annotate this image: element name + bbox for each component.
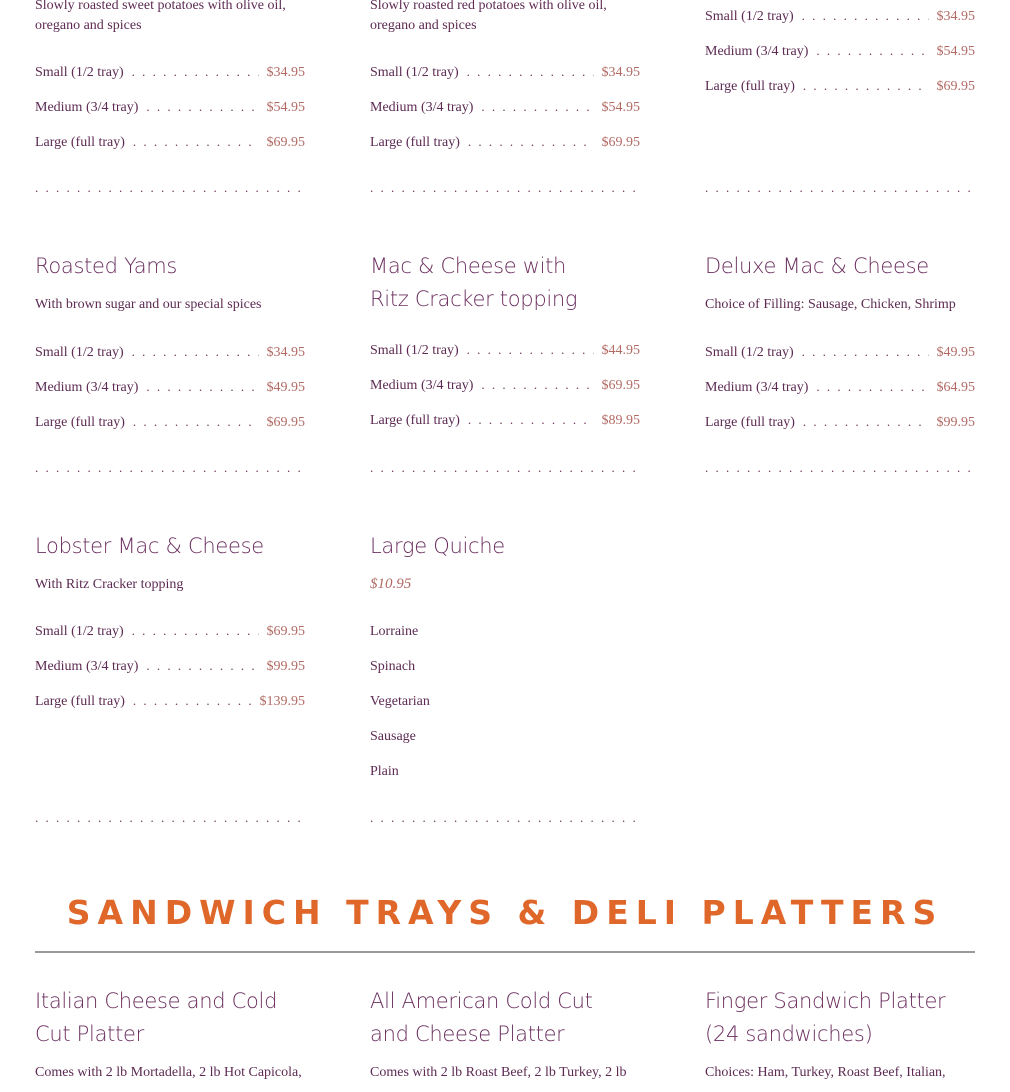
price-row-small <box>705 344 975 364</box>
size-label: Medium (3/4 tray) <box>370 378 474 393</box>
quiche-option: Sausage <box>370 729 416 744</box>
item-description: Choices: Ham, Turkey, Roast Beef, Italian, <box>705 1065 946 1080</box>
price-value: $69.95 <box>936 79 975 94</box>
price-value: $49.95 <box>266 380 305 395</box>
price-value: $54.95 <box>266 100 305 115</box>
dot-leader <box>146 99 258 115</box>
price-value: $49.95 <box>936 345 975 360</box>
dot-leader <box>481 377 593 393</box>
dot-leader <box>146 379 258 395</box>
quiche-option: Plain <box>370 764 399 779</box>
price-value: $34.95 <box>936 9 975 24</box>
dot-leader <box>802 344 929 360</box>
size-label: Medium (3/4 tray) <box>35 100 139 115</box>
size-label: Medium (3/4 tray) <box>705 44 809 59</box>
dot-leader <box>467 342 594 358</box>
dot-leader <box>132 344 259 360</box>
price-row-small <box>35 344 305 364</box>
dotted-separator <box>705 180 975 192</box>
price-value: $54.95 <box>936 44 975 59</box>
dot-leader <box>803 414 929 430</box>
item-title: Roasted Yams <box>35 254 178 278</box>
dot-leader <box>816 43 928 59</box>
dot-leader <box>146 658 258 674</box>
dotted-separator <box>370 810 640 822</box>
price-row-large <box>370 412 640 432</box>
dot-leader <box>803 78 929 94</box>
quiche-option: Spinach <box>370 659 416 674</box>
size-label: Large (full tray) <box>35 694 125 709</box>
price-row-large <box>705 414 975 434</box>
price-value: $64.95 <box>936 380 975 395</box>
dot-leader <box>133 134 259 150</box>
size-label: Medium (3/4 tray) <box>370 100 474 115</box>
price-value: $89.95 <box>601 413 640 428</box>
price-value: $69.95 <box>266 135 305 150</box>
dot-leader <box>133 693 252 709</box>
price-row-small <box>370 342 640 362</box>
price-row-large <box>35 134 305 154</box>
price-row-large <box>705 78 975 98</box>
item-description: Comes with 2 lb Roast Beef, 2 lb Turkey, 2 lb <box>370 1065 627 1080</box>
price-row-small <box>35 623 305 643</box>
item-description: With Ritz Cracker topping <box>35 577 184 592</box>
price-row-medium <box>370 99 640 119</box>
price-value: $44.95 <box>601 343 640 358</box>
price-row-small <box>35 64 305 84</box>
item-price: $10.95 <box>370 576 412 592</box>
price-row-medium <box>35 658 305 678</box>
quiche-option: Lorraine <box>370 624 419 639</box>
size-label: Medium (3/4 tray) <box>35 380 139 395</box>
item-description: Slowly roasted red potatoes with olive oil, oregano and spices <box>370 0 607 33</box>
dot-leader <box>481 99 593 115</box>
price-row-medium <box>705 43 975 63</box>
size-label: Small (1/2 tray) <box>370 343 459 358</box>
price-value: $34.95 <box>601 65 640 80</box>
size-label: Large (full tray) <box>35 135 125 150</box>
size-label: Large (full tray) <box>370 135 460 150</box>
item-title: All American Cold Cut and Cheese Platter <box>370 989 593 1046</box>
item-title: Lobster Mac & Cheese <box>35 534 264 558</box>
size-label: Small (1/2 tray) <box>35 624 124 639</box>
item-title: Italian Cheese and Cold Cut Platter <box>35 989 278 1046</box>
item-title: Finger Sandwich Platter (24 sandwiches) <box>705 989 946 1046</box>
size-label: Small (1/2 tray) <box>35 345 124 360</box>
dot-leader <box>802 8 929 24</box>
price-row-large <box>370 134 640 154</box>
dotted-separator <box>35 180 305 192</box>
size-label: Large (full tray) <box>35 415 125 430</box>
size-label: Medium (3/4 tray) <box>705 380 809 395</box>
item-description: Slowly roasted sweet potatoes with olive oil, oregano and spices <box>35 0 286 33</box>
price-value: $69.95 <box>266 415 305 430</box>
price-value: $54.95 <box>601 100 640 115</box>
dotted-separator <box>35 460 305 472</box>
dot-leader <box>132 64 259 80</box>
dot-leader <box>133 414 259 430</box>
price-value: $34.95 <box>266 345 305 360</box>
size-label: Small (1/2 tray) <box>705 9 794 24</box>
section-heading: SANDWICH TRAYS & DELI PLATTERS <box>66 893 944 932</box>
price-value: $69.95 <box>601 135 640 150</box>
dotted-separator <box>370 460 640 472</box>
section-divider <box>35 951 975 953</box>
item-title: Deluxe Mac & Cheese <box>705 254 929 278</box>
price-value: $99.95 <box>936 415 975 430</box>
price-row-large <box>35 693 305 713</box>
dotted-separator <box>35 810 305 822</box>
price-row-large <box>35 414 305 434</box>
dot-leader <box>468 412 594 428</box>
size-label: Small (1/2 tray) <box>35 65 124 80</box>
price-row-medium <box>35 379 305 399</box>
dotted-separator <box>370 180 640 192</box>
item-title: Large Quiche <box>370 534 505 558</box>
price-value: $99.95 <box>266 659 305 674</box>
price-value: $69.95 <box>266 624 305 639</box>
price-value: $139.95 <box>259 694 305 709</box>
size-label: Small (1/2 tray) <box>370 65 459 80</box>
price-row-small <box>705 8 975 28</box>
item-description: Choice of Filling: Sausage, Chicken, Shrimp <box>705 297 956 312</box>
size-label: Large (full tray) <box>705 79 795 94</box>
price-row-medium <box>35 99 305 119</box>
price-row-medium <box>370 377 640 397</box>
dot-leader <box>816 379 928 395</box>
size-label: Small (1/2 tray) <box>705 345 794 360</box>
price-value: $34.95 <box>266 65 305 80</box>
price-row-medium <box>705 379 975 399</box>
item-description: With brown sugar and our special spices <box>35 297 262 312</box>
price-row-small <box>370 64 640 84</box>
size-label: Medium (3/4 tray) <box>35 659 139 674</box>
price-value: $69.95 <box>601 378 640 393</box>
dot-leader <box>467 64 594 80</box>
size-label: Large (full tray) <box>370 413 460 428</box>
item-title: Mac & Cheese with Ritz Cracker topping <box>370 254 578 311</box>
size-label: Large (full tray) <box>705 415 795 430</box>
dot-leader <box>468 134 594 150</box>
dotted-separator <box>705 460 975 472</box>
item-description: Comes with 2 lb Mortadella, 2 lb Hot Capicola, <box>35 1065 302 1080</box>
quiche-option: Vegetarian <box>370 694 430 709</box>
dot-leader <box>132 623 259 639</box>
